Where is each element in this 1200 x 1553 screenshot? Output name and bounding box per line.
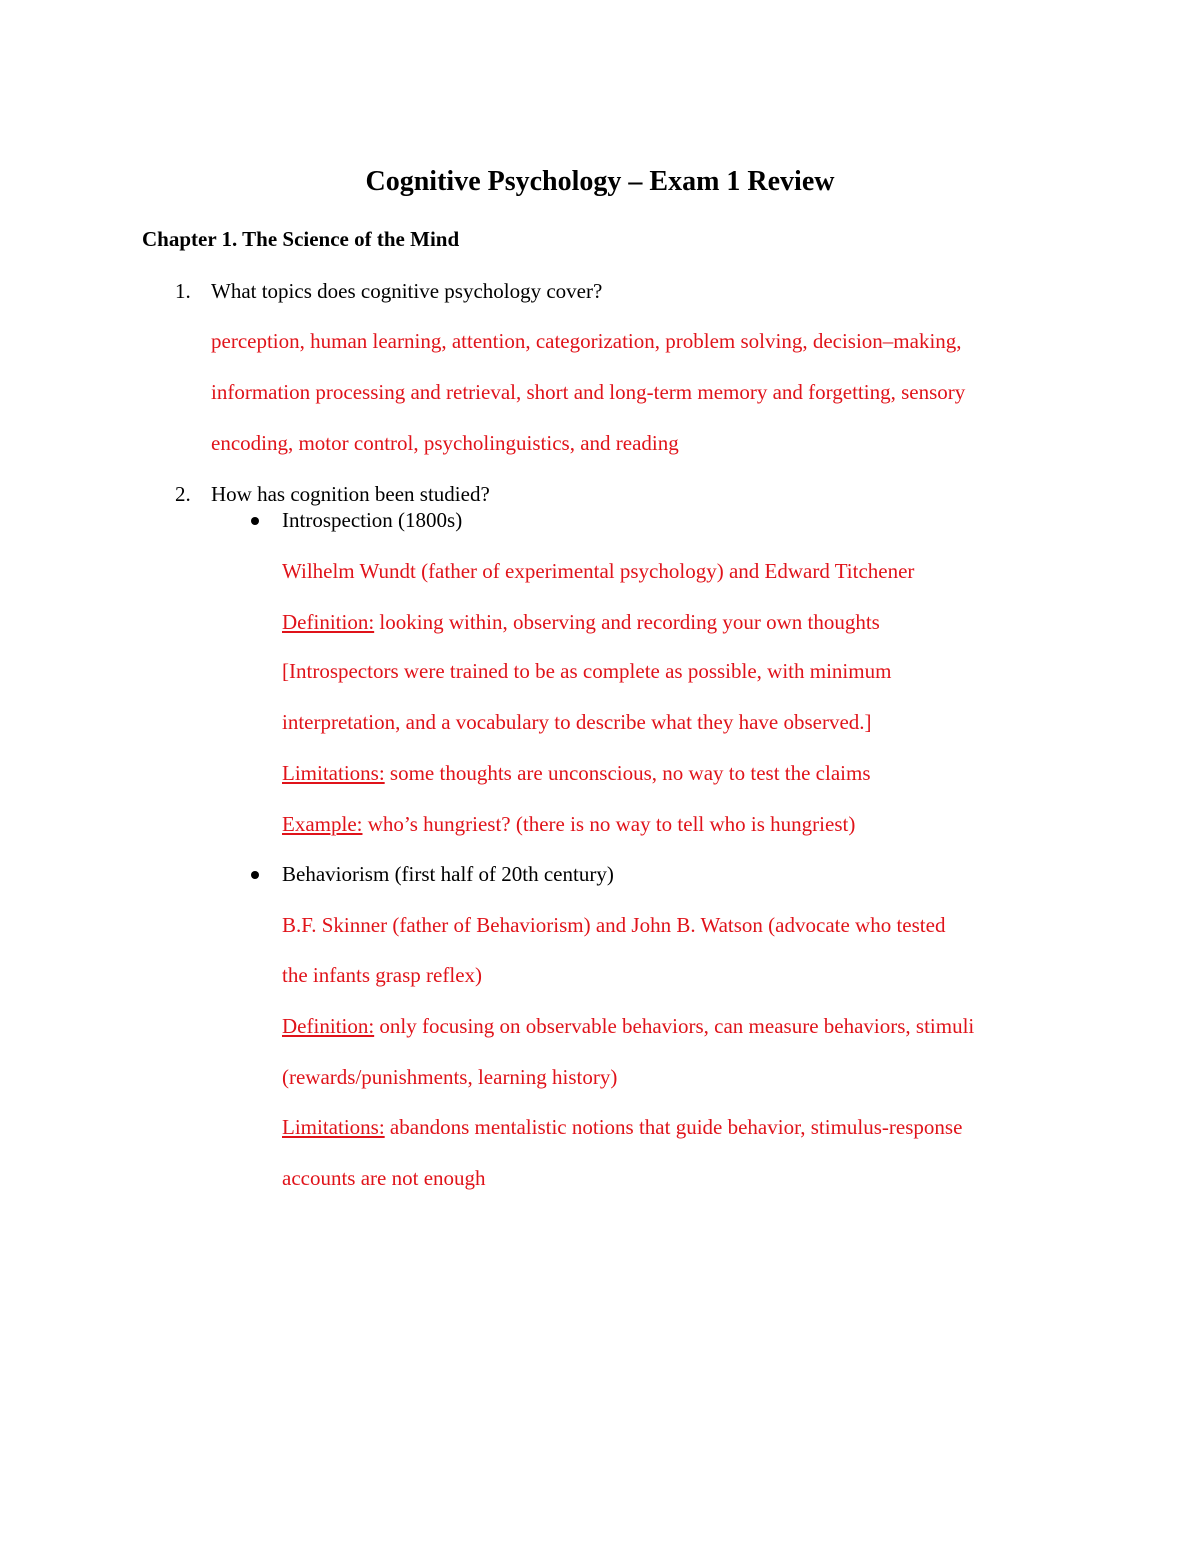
limitations-text: some thoughts are unconscious, no way to test the claims bbox=[384, 761, 871, 785]
introspection-note-line-2: interpretation, and a vocabulary to describe what they have observed.] bbox=[282, 710, 872, 734]
definition-label: Definition: bbox=[282, 610, 375, 634]
definition-text: looking within, observing and recording your own thoughts bbox=[374, 610, 880, 634]
behaviorism-definition bbox=[282, 1016, 974, 1037]
limitations-label: Limitations: bbox=[282, 1115, 385, 1139]
behaviorism-limitations-line-2: accounts are not enough bbox=[282, 1166, 486, 1190]
introspection-example bbox=[282, 814, 855, 835]
limitations-text: abandons mentalistic notions that guide behavior, stimulus-response bbox=[384, 1115, 963, 1139]
question-1-text: What topics does cognitive psychology cover? bbox=[211, 279, 603, 303]
introspection-definition bbox=[282, 612, 880, 633]
behaviorism-definition-line-2: (rewards/punishments, learning history) bbox=[282, 1065, 618, 1089]
chapter-heading: Chapter 1. The Science of the Mind bbox=[142, 227, 460, 251]
behaviorism-limitations bbox=[282, 1117, 962, 1138]
document-title: Cognitive Psychology – Exam 1 Review bbox=[365, 166, 835, 197]
introspection-people: Wilhelm Wundt (father of experimental psychology) and Edward Titchener bbox=[282, 559, 915, 583]
introspection-limitations bbox=[282, 763, 871, 784]
question-2-number: 2. bbox=[175, 482, 191, 506]
bullet-dot-icon bbox=[251, 517, 259, 525]
bullet-behaviorism-heading: Behaviorism (first half of 20th century) bbox=[282, 862, 614, 886]
question-2-text: How has cognition been studied? bbox=[211, 482, 490, 506]
behaviorism-people-line-1: B.F. Skinner (father of Behaviorism) and John B. Watson (advocate who tested bbox=[282, 913, 946, 937]
introspection-note-line-1: [Introspectors were trained to be as complete as possible, with minimum bbox=[282, 659, 892, 683]
question-1-answer-line-3: encoding, motor control, psycholinguistics, and reading bbox=[211, 431, 679, 455]
definition-label: Definition: bbox=[282, 1014, 375, 1038]
question-1-answer-line-1: perception, human learning, attention, categorization, problem solving, decision–making, bbox=[211, 329, 962, 353]
example-text: who’s hungriest? (there is no way to tell who is hungriest) bbox=[362, 812, 856, 836]
bullet-introspection-heading: Introspection (1800s) bbox=[282, 508, 463, 532]
example-label: Example: bbox=[282, 812, 363, 836]
behaviorism-people-line-2: the infants grasp reflex) bbox=[282, 963, 483, 987]
limitations-label: Limitations: bbox=[282, 761, 385, 785]
question-1-answer-line-2: information processing and retrieval, short and long-term memory and forgetting, sensory bbox=[211, 380, 966, 404]
bullet-dot-icon bbox=[251, 871, 259, 879]
question-1-number: 1. bbox=[175, 279, 191, 303]
definition-text: only focusing on observable behaviors, can measure behaviors, stimuli bbox=[374, 1014, 975, 1038]
